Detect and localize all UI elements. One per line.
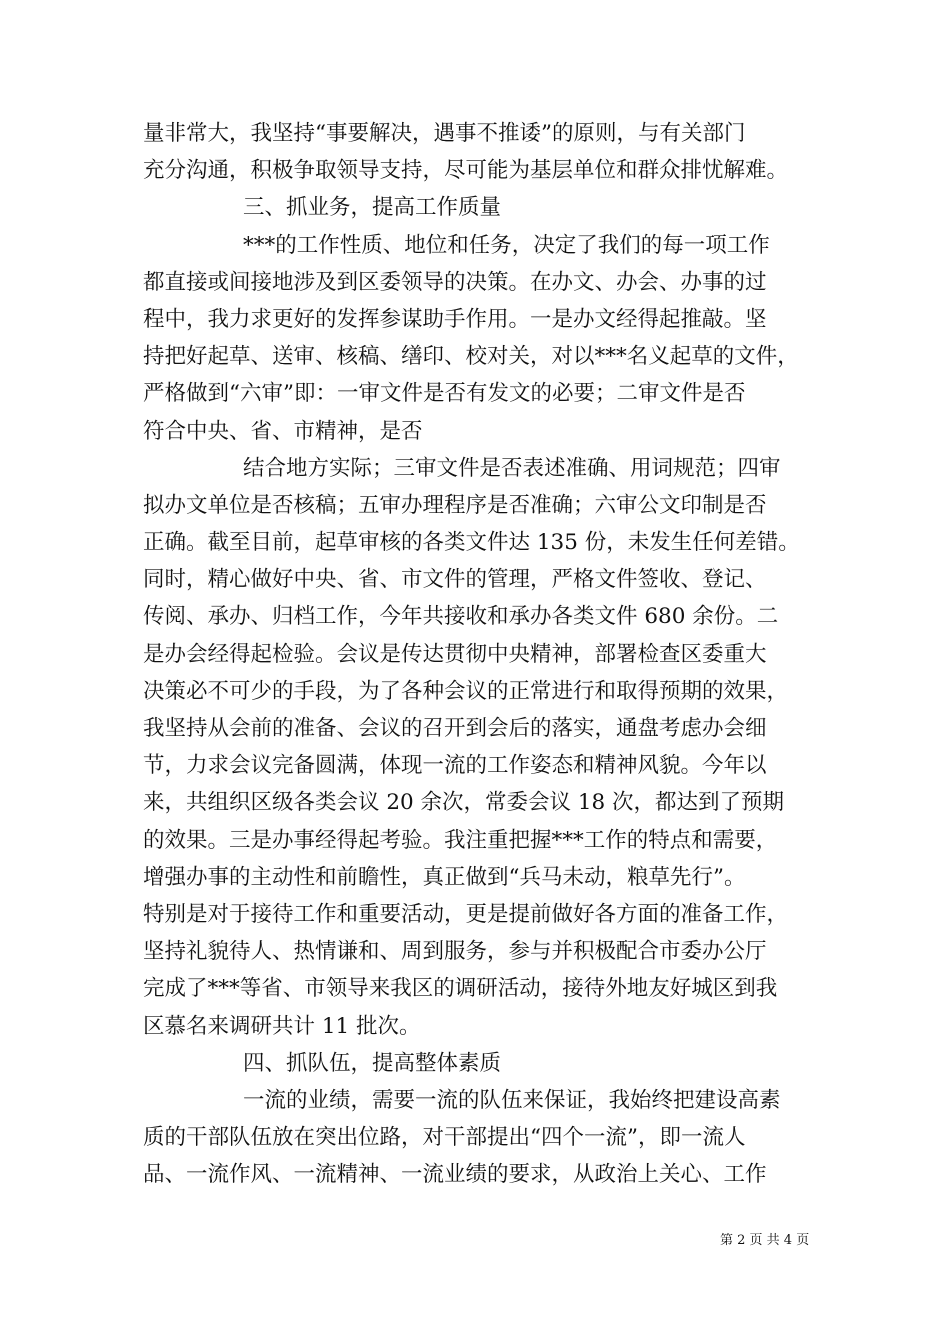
text-line: 量非常大，我坚持“事要解决，遇事不推诿”的原则，与有关部门 <box>143 121 746 146</box>
text-line: 区慕名来调研共计 11 批次。 <box>143 1013 421 1039</box>
text-line: 坚持礼貌待人、热情谦和、周到服务，参与并积极配合市委办公厅 <box>143 939 767 965</box>
text-line: 传阅、承办、归档工作，今年共接收和承办各类文件 680 余份。二 <box>143 604 779 630</box>
text-line: 正确。截至目前，起草审核的各类文件达 135 份，未发生任何差错。 <box>143 530 800 556</box>
paragraph-start-line: 三、抓业务，提高工作质量 <box>243 195 502 221</box>
text-line: 都直接或间接地涉及到区委领导的决策。在办文、办会、办事的过 <box>143 269 767 295</box>
text-line: 节，力求会议完备圆满，体现一流的工作姿态和精神风貌。今年以 <box>143 753 767 779</box>
text-line: 我坚持从会前的准备、会议的召开到会后的落实，通盘考虑办会细 <box>143 716 767 741</box>
document-body <box>143 115 813 1193</box>
text-line: 是办会经得起检验。会议是传达贯彻中央精神，部署检查区委重大 <box>143 641 767 667</box>
paragraph-start-line: 一流的业绩，需要一流的队伍来保证，我始终把建设高素 <box>243 1087 781 1113</box>
text-line: 严格做到“六审”即：一审文件是否有发文的必要；二审文件是否 <box>143 381 746 407</box>
text-line: 品、一流作风、一流精神、一流业绩的要求，从政治上关心、工作 <box>143 1162 767 1188</box>
text-line: 决策必不可少的手段，为了各种会议的正常进行和取得预期的效果， <box>143 678 789 704</box>
paragraph-start-line: 结合地方实际；三审文件是否表述准确、用词规范；四审 <box>243 455 781 481</box>
text-line: 符合中央、省、市精神，是否 <box>143 418 423 444</box>
paragraph-start-line: 四、抓队伍，提高整体素质 <box>243 1050 502 1076</box>
page-number-footer: 第 2 页 共 4 页 <box>720 1233 810 1248</box>
text-line: 增强办事的主动性和前瞻性，真正做到“兵马未动，粮草先行”。 <box>143 864 746 890</box>
text-line: 持把好起草、送审、核稿、缮印、校对关，对以***名义起草的文件， <box>143 344 799 370</box>
text-line: 完成了***等省、市领导来我区的调研活动，接待外地友好城区到我 <box>143 976 778 1002</box>
text-line: 的效果。三是办事经得起考验。我注重把握***工作的特点和需要， <box>143 827 778 853</box>
text-line: 程中，我力求更好的发挥参谋助手作用。一是办文经得起推敲。坚 <box>143 306 767 332</box>
paragraph-start-line: ***的工作性质、地位和任务，决定了我们的每一项工作 <box>243 232 770 258</box>
text-line: 同时，精心做好中央、省、市文件的管理，严格文件签收、登记、 <box>143 567 767 593</box>
text-line: 来，共组织区级各类会议 20 余次，常委会议 18 次，都达到了预期 <box>143 790 785 816</box>
text-line: 充分沟通，积极争取领导支持，尽可能为基层单位和群众排忧解难。 <box>143 158 789 184</box>
text-line: 特别是对于接待工作和重要活动，更是提前做好各方面的准备工作， <box>143 901 789 927</box>
text-line: 质的干部队伍放在突出位路，对干部提出“四个一流”，即一流人 <box>143 1125 746 1151</box>
text-line: 拟办文单位是否核稿；五审办理程序是否准确；六审公文印制是否 <box>143 492 767 518</box>
